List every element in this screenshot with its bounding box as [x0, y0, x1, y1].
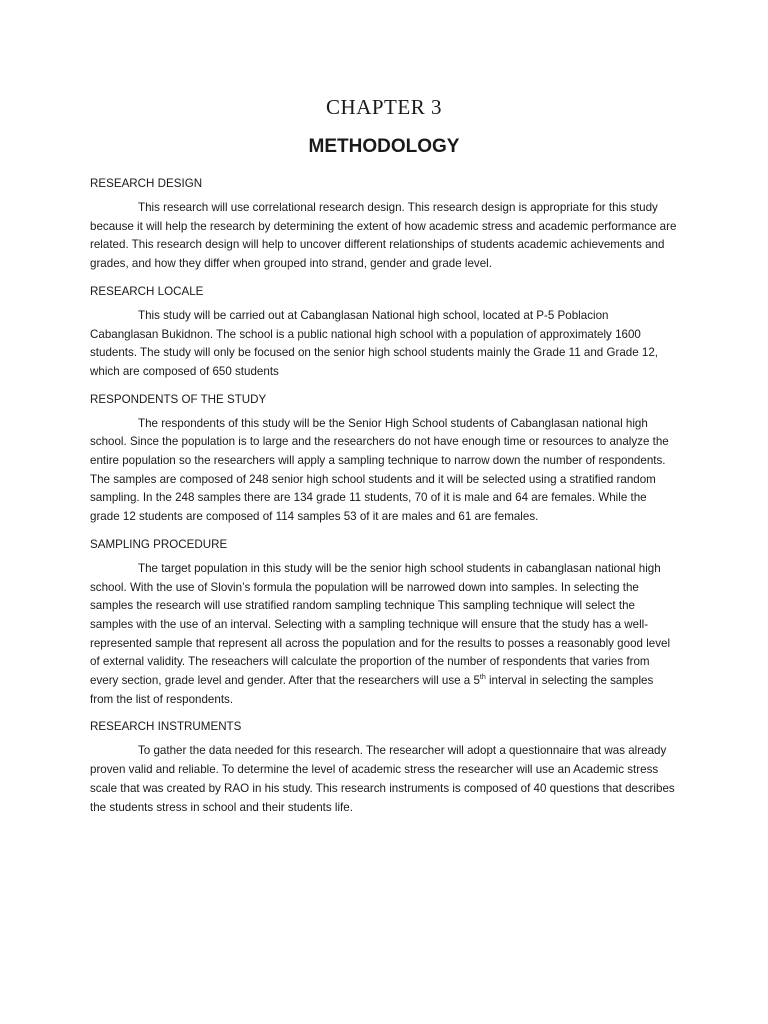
section-respondents: [90, 390, 678, 527]
section-paragraph: This study will be carried out at Cabanglasan National high school, located at P-5 Poblacion Cabanglasan Bukidnon. The school is a public national high school with a population of approximately 1600 students. The study will only be focused on the senior high school students mainly the Grade 11 and Grade 12, which are composed of 650 students: [90, 308, 659, 378]
section-paragraph: [90, 560, 678, 710]
section-paragraph: The respondents of this study will be the Senior High School students of Cabanglasan national high school. Since the population is to large and the researchers do not have enough time or resources to analyze the entire population so the researchers will apply a sampling technique to narrow down the number of respondents. The samples are composed of 248 senior high school students and it will be selected using a stratified random sampling. In the 248 samples there are 134 grade 11 students, 70 of it is male and 64 are females. While the grade 12 students are composed of 114 samples 53 of it are males and 61 are females.: [90, 416, 669, 524]
section-heading: RESPONDENTS OF THE STUDY: [90, 392, 267, 406]
page-title: METHODOLOGY: [308, 136, 460, 157]
section-research-design: [90, 174, 678, 274]
chapter-heading: CHAPTER 3: [326, 95, 442, 119]
section-paragraph: This research will use correlational research design. This research design is appropriate for this study because it will help the research by determining the extent of how academic stress and academic performance are related. This research design will help to uncover different relationships of students academic achievements and grades, and how they differ when grouped into strand, gender and grade level.: [90, 201, 677, 271]
section-heading: RESEARCH INSTRUMENTS: [90, 720, 242, 734]
paragraph-text-continued: interval in selecting the samples from the list of respondents.: [90, 674, 654, 706]
section-heading: RESEARCH DESIGN: [90, 177, 203, 190]
sections: [90, 174, 678, 825]
paragraph-text: The target population in this study will be the senior high school students in cabanglasan national high school. With the use of Slovin’s formula the population will be narrowed down into samples. In selecting the samples the research will use stratified random sampling technique This sampling technique will select the samples with the use of an interval. Selecting with a sampling technique will ensure that the study has a well-represented sample that represent all across the population and for the results to posses a reasonably good level of external validity. The reseachers will calculate the proportion of the number of respondents that varies from every section, grade level and gender. After that the researchers will use a 5: [90, 561, 671, 688]
section-paragraph: To gather the data needed for this research. The researcher will adopt a questionnaire that was already proven valid and reliable. To determine the level of academic stress the researcher will use an Academic stress scale that was created by RAO in his study. This research instruments is composed of 40 questions that describes the students stress in school and their students life.: [90, 744, 675, 814]
section-research-instruments: [90, 717, 678, 817]
section-research-locale: [90, 282, 678, 382]
ordinal-superscript: th: [479, 674, 486, 682]
section-sampling-procedure: [90, 535, 678, 710]
section-heading: SAMPLING PROCEDURE: [90, 537, 228, 551]
section-heading: RESEARCH LOCALE: [90, 284, 204, 298]
document-page: [90, 0, 678, 1024]
